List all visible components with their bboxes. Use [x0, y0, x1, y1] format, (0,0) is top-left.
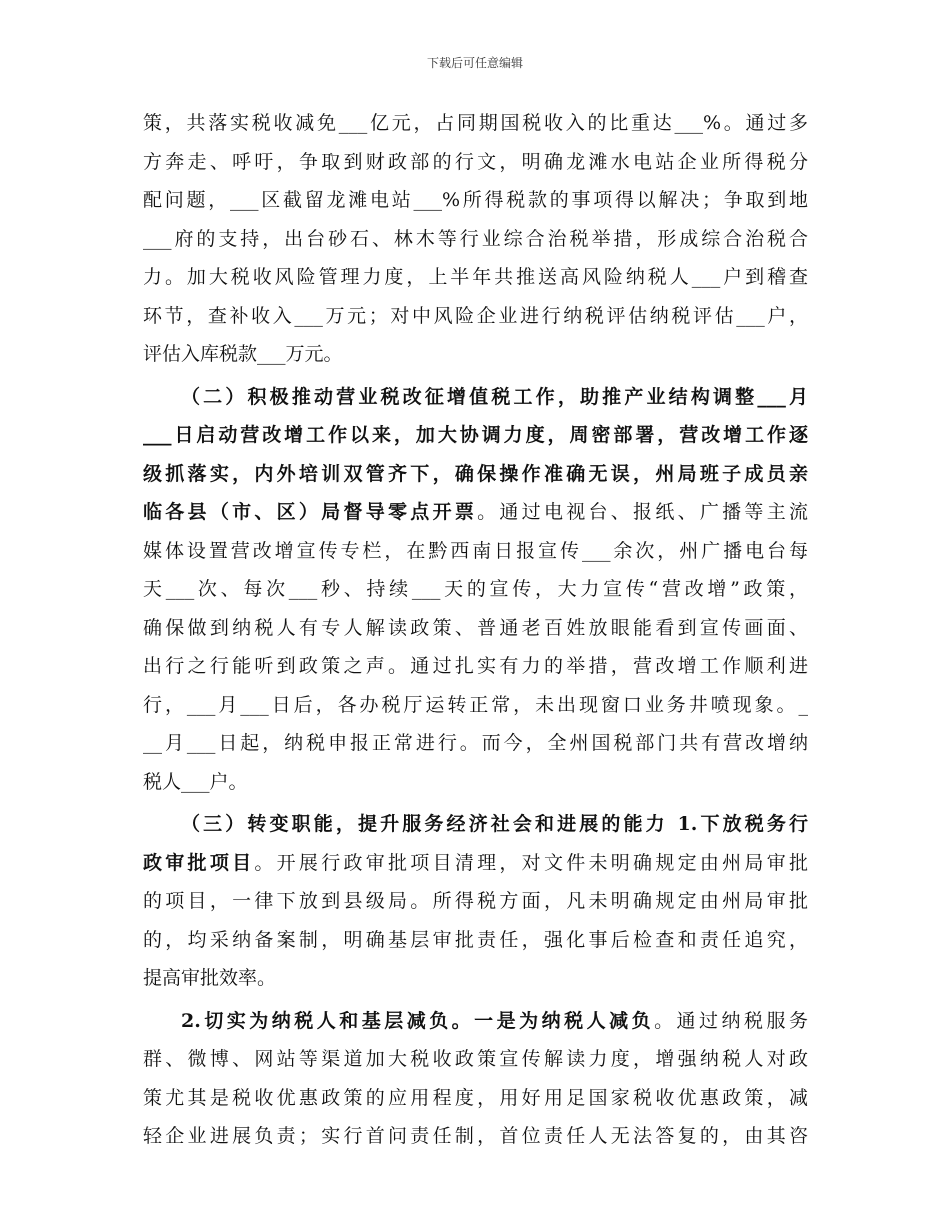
text-line — [143, 143, 808, 182]
bold-run: 级抓落实，内外培训双管齐下，确保操作准确无误，州局班子成员亲 — [143, 462, 808, 485]
text-run: 环节，查补收入___万元；对中风险企业进行纳税评估纳税评估___户， — [143, 304, 808, 327]
bold-run: ___日启动营改增工作以来，加大协调力度，周密部署，营改增工作逐 — [143, 424, 808, 446]
text-run: 策尤其是税收优惠政策的应用程度，用好用足国家税收优惠政策，减 — [143, 1086, 808, 1109]
text-run: 。通过电视台、报纸、广播等主流 — [477, 501, 808, 523]
text-run: 方奔走、呼吁，争取到财政部的行文，明确龙滩水电站企业所得税分 — [143, 150, 808, 173]
text-line — [143, 882, 808, 921]
text-run: 。开展行政审批项目清理，对文件未明确规定由州局审批 — [254, 851, 808, 874]
text-line — [143, 844, 808, 883]
text-run: 配问题，___区截留龙滩电站___%所得税款的事项得以解决；争取到地 — [143, 189, 808, 211]
bold-run: 临各县（市、区）局督导零点开票 — [143, 501, 478, 523]
text-run: 轻企业进展负责；实行首问责任制，首位责任人无法答复的，由其咨 — [143, 1125, 808, 1147]
text-run: 天___次、每次___秒、持续___天的宣传，大力宣传“营改增”政策， — [143, 578, 808, 600]
text-line — [143, 181, 808, 220]
page-header: 下载后可任意编辑 — [426, 56, 523, 70]
text-line — [143, 1040, 808, 1079]
text-line — [143, 220, 808, 259]
text-line — [143, 493, 808, 532]
section-heading-line — [143, 416, 808, 455]
text-line — [143, 647, 808, 686]
text-run: 出行之行能听到政策之声。通过扎实有力的举措，营改增工作顺利进 — [143, 655, 808, 677]
text-run: 税人___户。 — [143, 770, 248, 793]
bold-run: （二）积极推动营业税改征增值税工作，助推产业结构调整___月 — [181, 385, 808, 408]
text-line — [143, 1079, 808, 1118]
text-run: 确保做到纳税人有专人解读政策、普通老百姓放眼能看到宣传画面、 — [143, 616, 808, 639]
bold-run: 2.切实为纳税人和基层减负。一是为纳税人减负 — [181, 1009, 655, 1032]
text-run: 。通过纳税服务 — [654, 1009, 808, 1032]
paragraph — [143, 378, 808, 802]
text-line — [143, 763, 808, 802]
text-run: 的项目，一律下放到县级局。所得税方面，凡未明确规定由州局审批 — [143, 890, 808, 912]
text-run: 行，___月___日后，各办税厅运转正常，未出现窗口业务井喷现象。_ — [143, 693, 808, 716]
document-body — [143, 104, 808, 1156]
text-run: ___府的支持，出台砂石、林木等行业综合治税举措，形成综合治税合 — [143, 227, 808, 250]
text-run: 群、微博、网站等渠道加大税收政策宣传解读力度，增强纳税人对政 — [143, 1048, 808, 1070]
text-line — [143, 104, 808, 143]
text-line — [143, 570, 808, 609]
text-run: 评估入库税款___万元。 — [143, 343, 343, 365]
text-run: 媒体设置营改增宣传专栏，在黔西南日报宣传___余次，州广播电台每 — [143, 539, 808, 562]
paragraph — [143, 104, 808, 374]
text-run: __月___日起，纳税申报正常进行。而今，全州国税部门共有营改增纳 — [143, 732, 808, 754]
text-run: 力。加大税收风险管理力度，上半年共推送高风险纳税人___户到稽查 — [143, 266, 808, 288]
text-line — [143, 532, 808, 571]
section-heading-line — [143, 378, 808, 417]
text-line — [143, 921, 808, 960]
text-line — [143, 609, 808, 648]
bold-run: （三）转变职能，提升服务经济社会和进展的能力 1.下放税务行 — [181, 813, 808, 835]
text-line — [143, 258, 808, 297]
text-line — [143, 1002, 808, 1041]
text-line — [143, 959, 808, 998]
text-line — [143, 297, 808, 336]
text-line — [143, 335, 808, 374]
text-run: 的，均采纳备案制，明确基层审批责任，强化事后检查和责任追究， — [143, 928, 808, 951]
paragraph — [143, 1002, 808, 1156]
paragraph — [143, 805, 808, 998]
text-line — [143, 1117, 808, 1156]
section-heading-line — [143, 455, 808, 494]
text-run: 提高审批效率。 — [143, 967, 277, 989]
text-line — [143, 724, 808, 763]
text-line — [143, 686, 808, 725]
section-heading-line — [143, 805, 808, 844]
bold-run: 政审批项目 — [143, 851, 255, 874]
text-run: 策，共落实税收减免___亿元，占同期国税收入的比重达___%。通过多 — [143, 112, 808, 134]
